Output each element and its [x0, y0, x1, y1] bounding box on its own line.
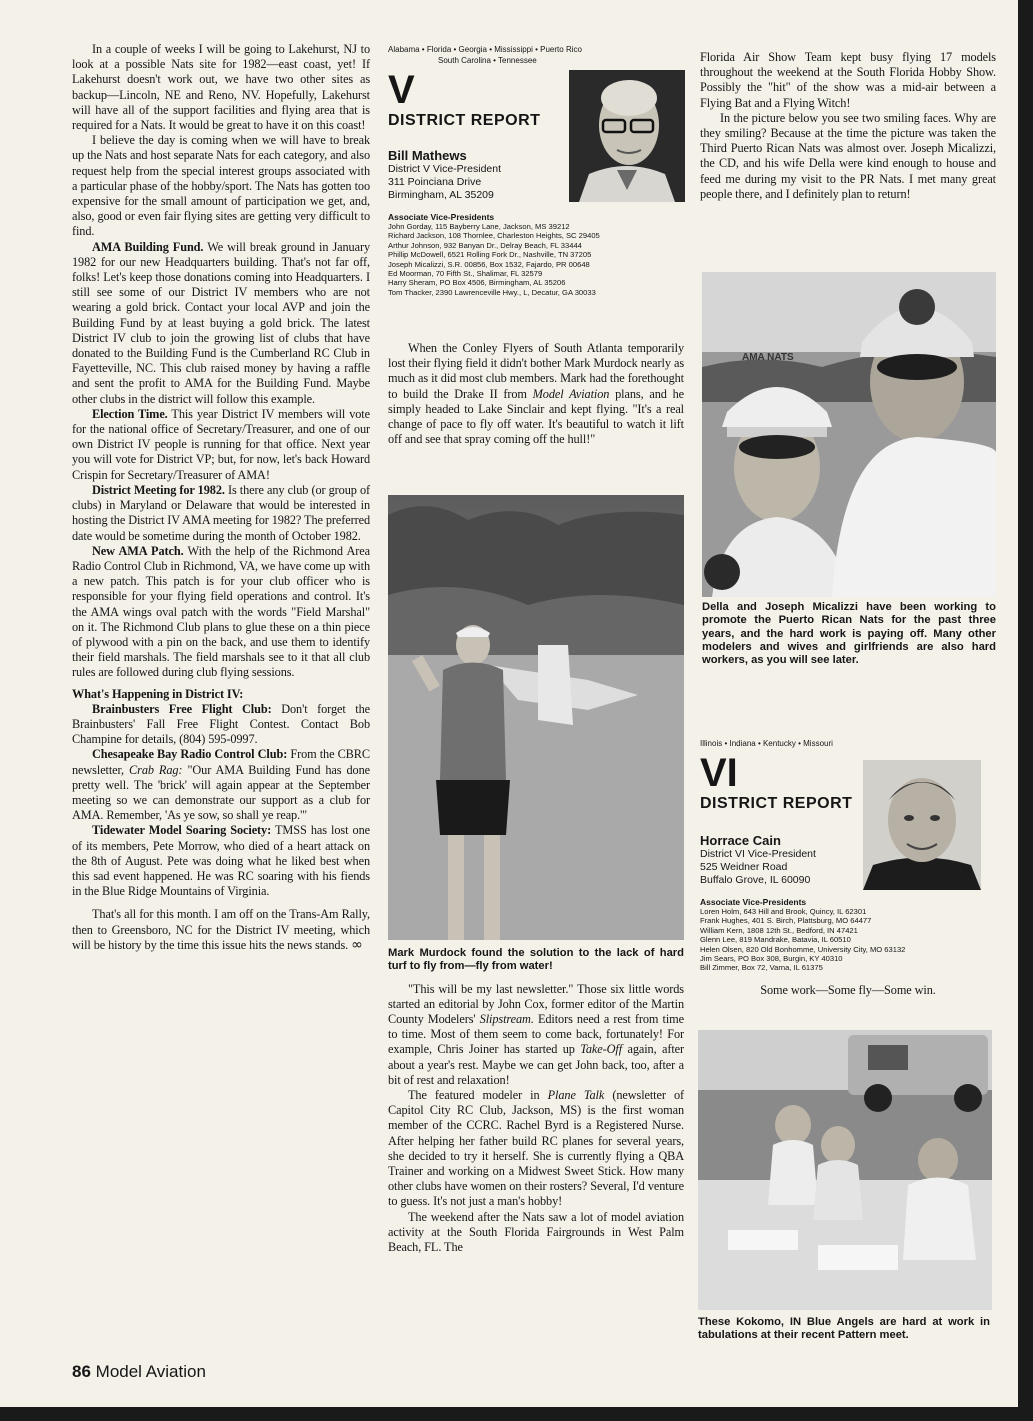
assoc-entry: Glenn Lee, 819 Mandrake, Batavia, IL 60510: [700, 935, 851, 945]
assoc-entry: Bill Zimmer, Box 72, Varna, IL 61375: [700, 963, 823, 973]
assoc-entry: Tom Thacker, 2390 Lawrenceville Hwy., L, Decatur, GA 30033: [388, 287, 596, 297]
hat-text: AMA NATS: [742, 352, 794, 363]
photo-kokomo: [698, 1030, 992, 1310]
photo-caption: Della and Joseph Micalizzi have been working to promote the Puerto Rican Nats for the past three years, and the hard work is paying off. Many other modelers and wives and girlfriends are also hard workers, as you will see later.: [702, 601, 996, 667]
sub-caption: Some work—Some fly—Some win.: [760, 982, 936, 997]
page-footer: [72, 1362, 206, 1382]
paragraph-heading: Election Time.: [92, 406, 168, 421]
vp-address: 525 Weidner Road: [700, 861, 788, 873]
paragraph: New AMA Patch. With the help of the Richmond Area Radio Control Club in Richmond, VA, we have come up with a new patch. This patch is for your club officer who is responsible for your flying field operations and control. It's the AMA wings oval patch with the words "Field Marshal" on it. The Richmond Club plans to glue these on a thin piece of plywood with a pin on the back, and use them to identify their field marshals. The field marshals see to it that all club rules are followed during club flying sessions.: [72, 543, 370, 680]
paragraph: Tidewater Model Soaring Society: TMSS has lost one of its members, Pete Morrow, who died of a heart attack on the 8th of August. Pete was doing what he liked best when this sad event happened. He was RC soaring with his fiends in the Blue Ridge Mountains of Virginia.: [72, 823, 370, 899]
paragraph: In the picture below you see two smiling faces. Why are they smiling? Because at the time the picture was taken the Third Puerto Rican Nats was almost over. Joseph Micalizzi, the CD, and his wife Della were kind enough to house and feed me during my visit to the PR Nats. I met many great people there, and I definitely plan to return!: [700, 110, 996, 201]
column-district-v-text: [388, 341, 684, 447]
paragraph: Florida Air Show Team kept busy flying 17 models throughout the weekend at the South Florida Hobby Show. Possibly the "hit" of the show was a mid-air between a Flying Bat and a Flying Witch!: [700, 50, 996, 110]
assoc-entry: Arthur Johnson, 932 Banyan Dr., Delray Beach, FL 33444: [388, 240, 582, 250]
paragraph: District Meeting for 1982. Is there any club (or group of clubs) in Maryland or Delaware that would be interested in hosting the District IV AMA meeting for 1982? The preferred date would be sometime during the month of October 1982.: [72, 482, 370, 543]
column-right-top: [700, 50, 996, 202]
assoc-entry: Phillip McDowell, 6521 Rolling Fork Dr., Nashville, TN 37205: [388, 250, 592, 260]
tabulation-photo-image: [698, 1030, 992, 1310]
district-states: South Carolina • Tennessee: [438, 56, 537, 65]
assoc-entry: Frank Hughes, 401 S. Birch, Plattsburg, MO 64477: [700, 916, 872, 926]
paragraph-heading: District Meeting for 1982.: [92, 482, 225, 497]
assoc-entry: Joseph Micalizzi, S.R. 00856, Box 1532, Fajardo, PR 00648: [388, 259, 590, 269]
paragraph-heading: New AMA Patch.: [92, 543, 184, 558]
photo-micalizzi: [702, 272, 996, 597]
paragraph: Brainbusters Free Flight Club: Don't forget the Brainbusters' Fall Free Flight Contest. Contact Bob Champine for details, (804) 595-0997.: [72, 701, 370, 747]
photo-caption: Mark Murdock found the solution to the lack of hard turf to fly from—fly from water!: [388, 947, 684, 973]
assoc-entry: Ed Moorman, 70 Fifth St., Shalimar, FL 32579: [388, 269, 543, 279]
assoc-entry: John Gorday, 115 Bayberry Lane, Jackson, MS 39212: [388, 222, 570, 231]
end-mark-icon: ∞: [351, 936, 363, 953]
portrait-image: [569, 70, 685, 202]
photo-mark-murdock: [388, 495, 684, 940]
paragraph: When the Conley Flyers of South Atlanta temporarily lost their flying field it didn't bother Mark Murdock nearly as much as it did most club members. Mark had the forethought to build the Drake II from Model Aviation plans, and he simply headed to Lake Sinclair and kept flying. "It's a real change of pace to fly off water. It's beautiful to watch it lift off and see that spray coming off the hull!": [388, 341, 684, 447]
lake-photo-image: [388, 495, 684, 940]
paragraph-heading: Tidewater Model Soaring Society:: [92, 823, 272, 838]
paragraph-heading: AMA Building Fund.: [92, 239, 204, 254]
paragraph: Chesapeake Bay Radio Control Club: From the CBRC newsletter, Crab Rag: "Our AMA Building Fund has done pretty well. The 'brick' will again appear at the September meeting so we can demonstrate our support as a club for AMA. Remember, 'As ye sow, so shall ye reap.'": [72, 747, 370, 823]
vp-address: 311 Poinciana Drive: [388, 176, 482, 188]
assoc-title: Associate Vice-Presidents: [700, 897, 807, 907]
vp-address: Buffalo Grove, IL 60090: [700, 874, 811, 886]
portrait-photo: [863, 760, 981, 890]
paragraph: The weekend after the Nats saw a lot of model aviation activity at the South Florida Fairgrounds in West Palm Beach, FL. The: [388, 1209, 684, 1255]
district-states: Alabama • Florida • Georgia • Mississippi • Puerto Rico: [388, 45, 582, 54]
vp-title: District V Vice-President: [388, 163, 502, 175]
paragraph: That's all for this month. I am off on the Trans-Am Rally, then to Greensboro, NC for the District IV meeting, which will be history by the time this issue hits the news stands. ∞: [72, 907, 370, 953]
portrait-image: [863, 760, 981, 890]
magazine-name: Model Aviation: [95, 1362, 206, 1381]
vp-address: Birmingham, AL 35209: [388, 189, 494, 201]
paragraph: AMA Building Fund. We will break ground in January 1982 for our new Headquarters building. That's not far off, folks! Let's keep those donations coming into Headquarters. I still see some of our District IV members who are not wearing a gold brick. Contact your local AVP and join the Building Fund by at least buying a gold brick. The latest District IV club to join the growing list of clubs that have donated to the Building Fund is the Cumberland RC Club in Fayetteville, NC. This club raised money by having a raffle and sent the profit to AMA for the Building Fund. Maybe other clubs in the district will follow this example.: [72, 239, 371, 406]
column-district-v-lower: [388, 947, 684, 1255]
column-district-iv: [72, 42, 370, 953]
paragraph: Election Time. This year District IV members will vote for the national office of Secretary/Treasurer, and one of our own District IV people is running for that office. Next year you will vote for District VP; but, for now, let's back Howard Crispin for Secretary/Treasurer of AMA!: [72, 406, 370, 482]
paragraph: The featured modeler in Plane Talk (newsletter of Capitol City RC Club, Jackson, MS) is the first woman member of the CCRC. Rachel Byrd is a Registered Nurse. After helping her father build RC planes for several years, she decided to try it herself. She is currently flying a QBA Trainer and working on a Midwest Sweet Stick. How many other clubs have women on their rosters? Several, I'd venture to guess. It's not just a man's hobby!: [388, 1088, 684, 1209]
vp-name: Horrace Cain: [700, 833, 781, 848]
paragraph-heading: Chesapeake Bay Radio Control Club:: [92, 747, 288, 762]
assoc-entry: Loren Holm, 643 Hill and Brook, Quincy, IL 62301: [700, 907, 867, 916]
couple-photo-image: [702, 272, 996, 597]
district-number: V: [388, 68, 415, 112]
assoc-title: Associate Vice-Presidents: [388, 212, 495, 222]
assoc-entry: William Kern, 1808 12th St., Bedford, IN 47421: [700, 925, 858, 935]
paragraph: I believe the day is coming when we will have to break up the Nats and host separate Nats for each category, and also request help from the special interest groups associated with a particular phase of the hobby/sport. The Nats has gotten too expensive for the small amount of participation we get, and, also, good or even fair flying sites are getting very difficult to find.: [72, 133, 370, 239]
assoc-entry: Richard Jackson, 108 Thornlee, Charleston Heights, SC 29405: [388, 231, 600, 241]
district-title: DISTRICT REPORT: [388, 112, 541, 129]
assoc-entry: Jim Sears, PO Box 308, Burgin, KY 40310: [700, 954, 843, 964]
caption-kokomo-wrap: [698, 1316, 990, 1343]
assoc-list: [700, 907, 996, 973]
caption-micalizzi-wrap: [702, 601, 996, 667]
paragraph-heading: Brainbusters Free Flight Club:: [92, 701, 272, 716]
district-number: VI: [700, 751, 738, 795]
page-number: 86: [72, 1362, 91, 1381]
vp-name: Bill Mathews: [388, 148, 467, 163]
portrait-photo: [569, 70, 685, 202]
vp-title: District VI Vice-President: [700, 848, 816, 860]
section-heading: What's Happening in District IV:: [72, 686, 244, 701]
assoc-entry: Helen Olsen, 820 Old Bonhomme, University City, MO 63132: [700, 944, 906, 954]
assoc-list: [388, 222, 684, 297]
paragraph: In a couple of weeks I will be going to Lakehurst, NJ to look at a possible Nats site for 1982—east coast, yet! If Lakehurst doesn't work out, we have two other sites as backup—Lincoln, NE and Reno, NV. Hopefully, Lakehurst will have all of the support facilities and flying area that is required for a Nats. It would be great to have it on this coast!: [72, 42, 370, 133]
district-states: Illinois • Indiana • Kentucky • Missouri: [700, 739, 833, 748]
paragraph: "This will be my last newsletter." Those six little words started an editorial by John Cox, former editor of the Martin County Modelers' Slipstream. Editors need a rest from time to time. Most of them seem to come back, fortunately! For example, Chris Joiner has started up Take-Off again, after about a year's rest. Maybe we can get John back, too, after a bit of rest and relaxation!: [388, 981, 685, 1087]
district-title: DISTRICT REPORT: [700, 795, 853, 812]
photo-caption: These Kokomo, IN Blue Angels are hard at work in tabulations at their recent Pattern meet.: [698, 1316, 990, 1342]
assoc-entry: Harry Sheram, PO Box 4506, Birmingham, AL 35206: [388, 278, 566, 288]
